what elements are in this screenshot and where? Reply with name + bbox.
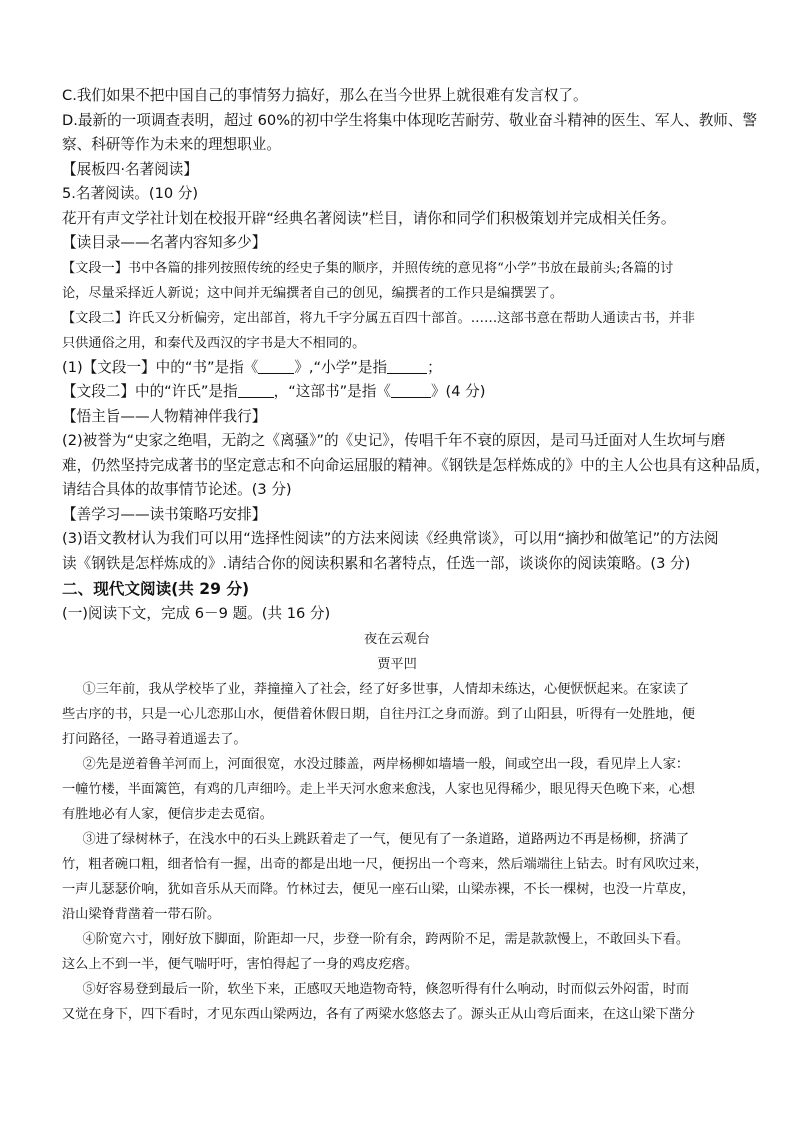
essay-paragraph-3-line-2: 竹，粗者碗口粗，细者恰有一握，出奇的都是出地一尺，便拐出一个弯来，然后端端往上钻去。时有风吹过来， [62,856,709,872]
subquestion-3-line-2: 读《钢铁是怎样炼成的》.请结合你的阅读积累和名著特点，任选一部，谈谈你的阅读策略。(3 分) [62,554,691,572]
question-5: 5.名著阅读。(10 分) [62,185,199,202]
subquestion-2-line-2: 难，仍然坚持完成著书的坚定意志和不向命运屈服的精神。《钢铁是怎样炼成的》中的主人公也具有这种品质， [62,456,770,474]
subquestion-1a-prefix: (1)【文段一】中的“书”是指《 [62,358,259,376]
essay-paragraph-5-line-1: ⑤好容易登到最后一阶，软坐下来，正感叹天地造物奇特，倏忽听得有什么响动，时而似云外闷雷，时而 [82,981,690,997]
option-d-line-2: 察、科研等作为未来的理想职业。 [62,136,281,153]
essay-paragraph-3-line-4: 沿山梁脊背凿着一带石阶。 [62,906,221,922]
exam-page [62,84,770,1027]
answer-blank[interactable] [258,359,294,374]
passage-1-line-2: 论，尽量采择近人新说；这中间并无编撰者自己的创见，编撰者的工作只是编撰罢了。 [62,285,564,301]
essay-paragraph-1-line-2: 些古序的书，只是一心儿恋那山水，便借着休假日期，自往丹江之身而游。到了山阳县，听得有一处胜地，便 [62,706,695,722]
essay-paragraph-5-line-2: 又觉在身下，四下看时，才见东西山梁两边，各有了两梁水悠悠去了。源头正从山弯后面来，在这山梁下凿分 [62,1006,695,1022]
board4-heading: 【展板四·名著阅读】 [62,160,198,178]
essay-paragraph-4-line-1: ④阶宽六寸，刚好放下脚面，阶距却一尺，步登一阶有余，跨两阶不足，需是款款慢上，不敢回头下看。 [82,931,690,947]
essay-paragraph-3-line-1: ③进了绿树林子，在浅水中的石头上跳跃着走了一气，便见有了一条道路，道路两边不再是杨柳，挤满了 [82,831,690,847]
subquestion-1a-end: ； [427,358,442,376]
subquestion-1a-middle: 》,“小学”是指 [294,358,388,376]
essay-paragraph-2-line-2: 一幢竹楼，半面篱笆，有鸡的几声细吟。走上半天河水愈来愈浅，人家也见得稀少，眼见得天色晚下来，心想 [62,781,695,797]
section-heading-contents: 【读目录——名著内容知多少】 [62,234,267,251]
passage-2-line-1: 【文段二】许氏又分析偏旁，定出部首，将九千字分属五百四十部首。……这部书意在帮助人通读古书，并非 [62,310,695,326]
passage-1-line-1: 【文段一】书中各篇的排列按照传统的经史子集的顺序，并照传统的意见将“小学”书放在最前头;各篇的讨 [62,260,674,276]
option-d-line-1: D.最新的一项调查表明，超过 60%的初中学生将集中体现吃苦耐劳、敬业奋斗精神的医生、军人、教师、警 [62,111,758,129]
subquestion-1b-middle: ，“这部书”是指《 [273,383,391,400]
section-heading-strategy: 【善学习——读书策略巧安排】 [62,505,267,523]
answer-blank[interactable] [387,359,427,374]
question-5-intro: 花开有声文学社计划在校报开辟“经典名著阅读”栏目，请你和同学们积极策划并完成相关任务。 [62,209,676,227]
subquestion-3-line-1: (3)语文教材认为我们可以用“选择性阅读”的方法来阅读《经典常谈》，可以用“摘抄和做笔记”的方法阅 [62,530,719,547]
reading-1-instructions: (一)阅读下文，完成 6－9 题。(共 16 分) [62,605,331,622]
subquestion-1a [62,356,732,381]
subquestion-1b-end: 》(4 分) [430,383,486,400]
essay-title: 夜在云观台 [364,631,430,647]
answer-blank[interactable] [391,383,431,398]
essay-paragraph-4-line-2: 这么上不到一半，便气喘吁吁，害怕得起了一身的鸡皮疙瘩。 [62,956,419,972]
part-2-heading: 二、现代文阅读(共 29 分) [62,580,250,598]
subquestion-1b-prefix: 【文段二】中的“许氏”是指 [62,383,238,400]
essay-paragraph-1-line-1: ①三年前，我从学校毕了业，莽撞撞入了社会，经了好多世事，人情却未练达，心便恹恹起来。在家读了 [82,681,690,697]
essay-paragraph-3-line-3: 一声儿瑟瑟价响，犹如音乐从天而降。竹林过去，便见一座石山梁，山梁赤裸，不长一棵树，也没一片草皮， [62,881,695,897]
section-heading-theme: 【悟主旨——人物精神伴我行】 [62,407,267,425]
essay-paragraph-2-line-1: ②先是逆着鲁羊河而上，河面很宽，水没过膝盖，两岸杨柳如墙墙一般，间或空出一段，看见岸上人家： [82,756,690,772]
essay-author: 贾平凹 [377,656,417,672]
passage-2-line-2: 只供通俗之用，和秦代及西汉的字书是大不相同的。 [62,335,366,351]
subquestion-1b [62,380,732,405]
essay-paragraph-2-line-3: 有胜地必有人家，便信步走去觅宿。 [62,806,273,822]
option-c: C.我们如果不把中国自己的事情努力搞好，那么在当今世界上就很难有发言权了。 [62,87,588,104]
subquestion-2-line-3: 请结合具体的故事情节论述。(3 分) [62,481,292,498]
answer-blank[interactable] [238,383,274,398]
essay-paragraph-1-line-3: 打问路径，一路寻着逍遥去了。 [62,731,247,747]
subquestion-2-line-1: (2)被誉为“史家之绝唱，无韵之《离骚》”的《史记》，传唱千年不衰的原因，是司马迁面对人生坎坷与磨 [62,432,726,449]
